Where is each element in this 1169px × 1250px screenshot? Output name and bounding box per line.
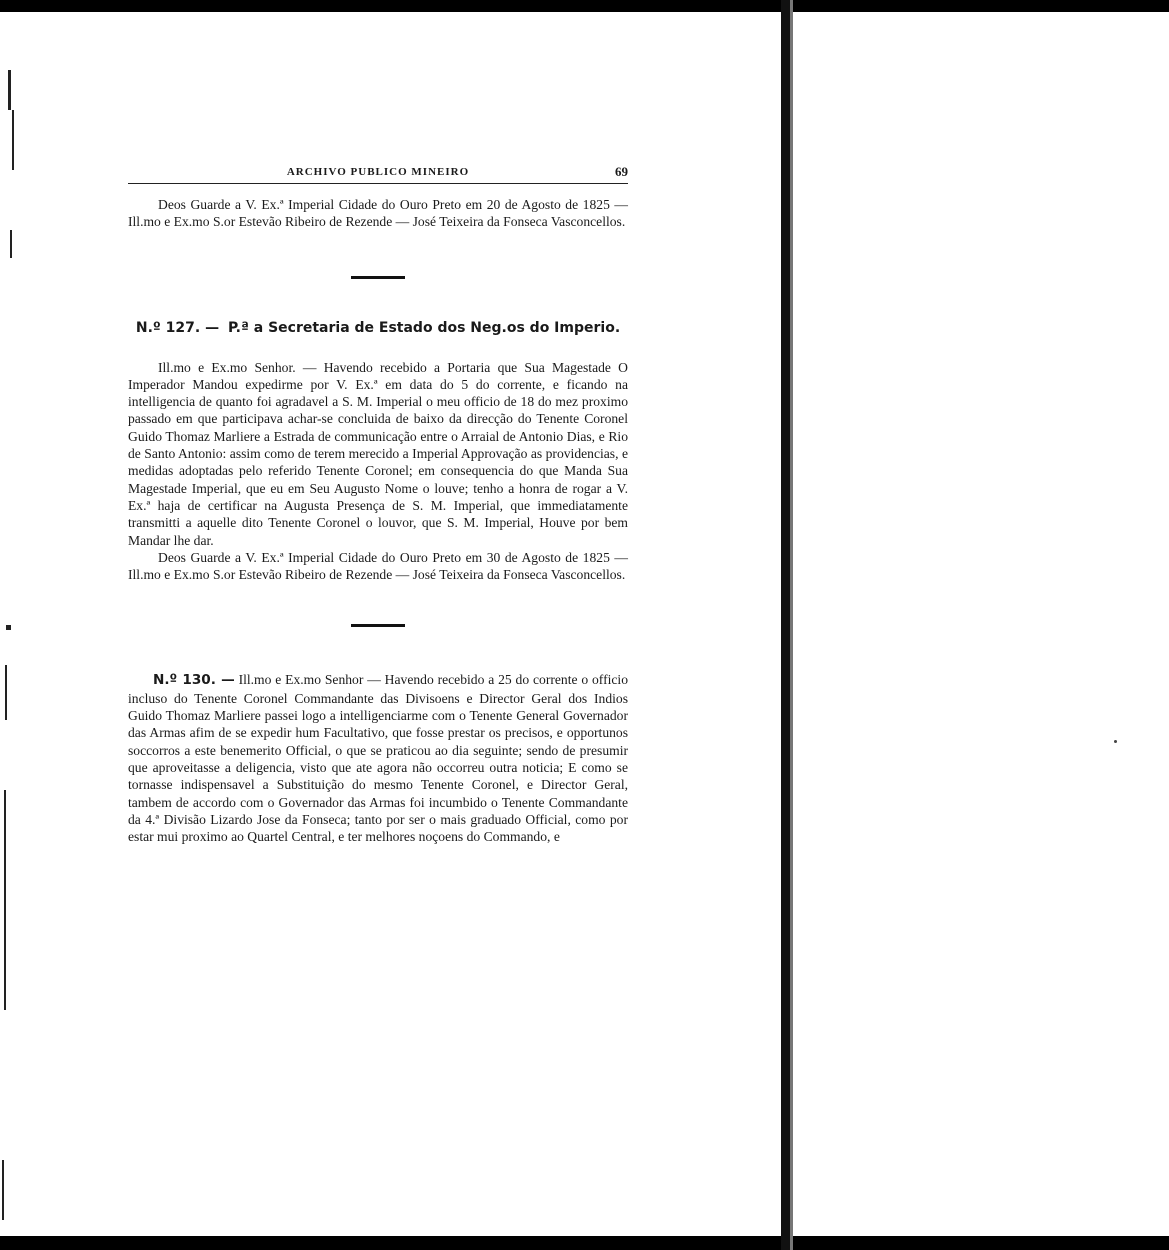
header-rule (128, 183, 628, 184)
section-130-paragraph (128, 671, 628, 845)
scan-speck (1114, 740, 1117, 743)
section-separator (351, 624, 405, 627)
closing-paragraph-previous-letter: Deos Guarde a V. Ex.ª Imperial Cidade do Ouro Preto em 20 de Agosto de 1825 — Ill.mo e Ex.mo S.or Estevão Ribeiro de Rezende — José Teixeira da Fonseca Vasconcellos. (128, 197, 628, 230)
page-number: 69 (615, 164, 628, 179)
running-head-title: ARCHIVO PUBLICO MINEIRO (286, 166, 470, 178)
section-127-heading (128, 319, 628, 337)
book-spine-shadow (790, 0, 793, 1250)
section-127-closing: Deos Guarde a V. Ex.ª Imperial Cidade do Ouro Preto em 30 de Agosto de 1825 — Ill.mo e Ex.mo S.or Estevão Ribeiro de Rezende — José Teixeira da Fonseca Vasconcellos. (128, 549, 628, 583)
section-130-body: Ill.mo e Ex.mo Senhor — Havendo recebido a 25 do corrente o officio incluso do Tenente Coronel Commandante das Divisoens e Director Geral dos Indios Guido Thomaz Marliere passei logo a intelligenciarme com o Tenente General Governador das Armas afim de se expedir hum Facultativo, que fosse prestar os precisos, e opportunos soccorros a este benemerito Official, o que se praticou ao dia seguinte; sendo de presumir que aproveitasse a deligencia, visto que ate agora não occorreu outra noticia; E como se tornasse indispensavel a Substituição do mesmo Tenente Coronel, e Director Geral, tambem de accordo com o Governador das Armas foi incumbido o Tenente Commandante da 4.ª Divisão Lizardo Jose da Fonseca; tanto por ser o mais graduado Official, como por estar mui proximo ao Quartel Central, e ter melhores noçoens do Commando, e (128, 672, 629, 845)
section-127-title: P.ª a Secretaria de Estado dos Neg.os do Imperio. (227, 319, 621, 336)
section-127-body: Ill.mo e Ex.mo Senhor. — Havendo recebido a Portaria que Sua Magestade O Imperador Mandou expedirme por V. Ex.ª em data do 5 do corrente, e ficando na intelligencia de quanto foi agradavel a S. M. Imperial o meu officio de 18 do mez proximo passado em que participava achar-se concluida de baixo da direcção do Tenente Coronel Guido Thomaz Marliere a Estrada de communicação entre o Arraial de Antonio Dias, e Rio de Santo Antonio: assim como de terem merecido a Imperial Approvação as providencias, e medidas adoptadas pelo referido Tenente Coronel; em consequencia do que Manda Sua Magestade Imperial, que eu em Seu Augusto Nome o louve; tenho a honra de rogar a V. Ex.ª haja de certificar na Augusta Presença de S. M. Imperial, que immediatamente transmitti a aquelle dito Tenente Coronel o louvor, que S. M. Imperial, Houve por bem Mandar lhe dar. (128, 359, 628, 548)
scan-bottom-border (0, 1236, 1169, 1250)
running-head (128, 160, 628, 182)
scan-left-edge-marks (0, 0, 20, 1250)
book-spine-gutter (781, 0, 790, 1250)
section-127-number: N.º 127. — (135, 319, 220, 336)
section-130-number: N.º 130. — (153, 672, 235, 689)
section-separator (351, 276, 405, 279)
document-page (128, 160, 628, 845)
scan-top-border (0, 0, 1169, 12)
